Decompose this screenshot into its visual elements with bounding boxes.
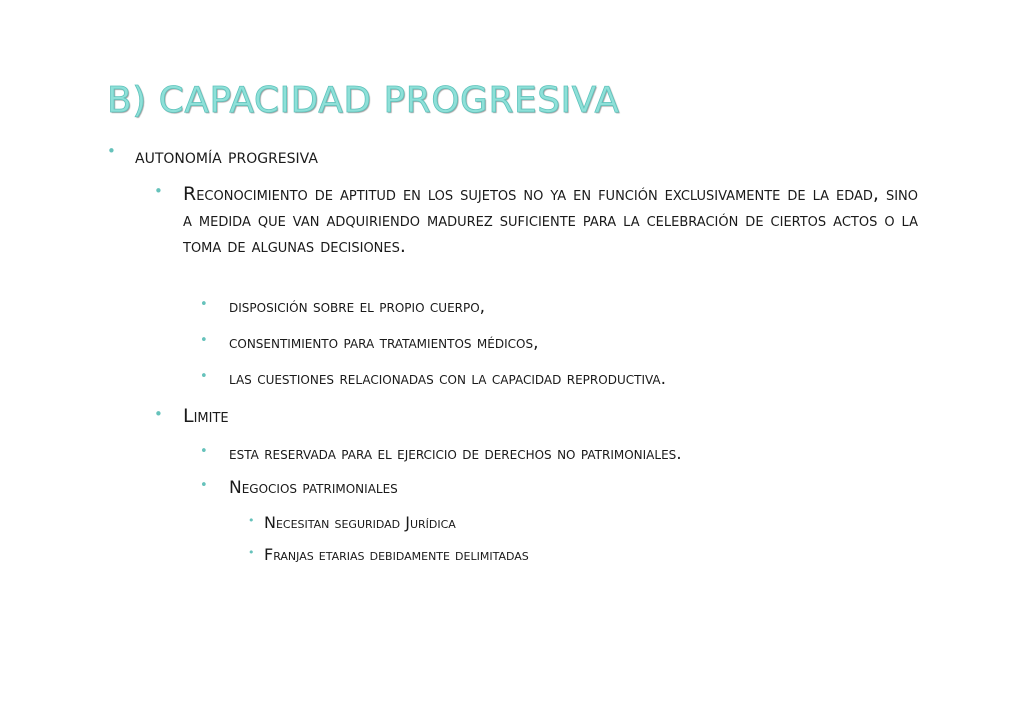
bullet-autonomia-progresiva xyxy=(108,144,318,168)
bullet-dot-icon: • xyxy=(248,546,255,559)
bullet-dot-icon: • xyxy=(200,369,208,384)
bullet-text: Necesitan seguridad Jurídica xyxy=(264,513,456,532)
bullet-limite xyxy=(154,405,229,427)
bullet-dot-icon: • xyxy=(200,297,208,312)
bullet-text: consentimiento para tratamientos médicos, xyxy=(229,333,539,353)
bullet-dot-icon: • xyxy=(200,444,208,459)
bullet-text: las cuestiones relacionadas con la capacidad reproductiva. xyxy=(229,369,667,389)
bullet-reconocimiento-paragraph: Reconocimiento de aptitud en los sujetos no ya en función exclusivamente de la edad, sino a medida que van adquiriendo madurez suficiente para la celebración de ciertos actos o la toma de algunas decisiones. xyxy=(183,183,918,257)
bullet-dot-icon: • xyxy=(154,182,163,200)
bullet-dot-icon: • xyxy=(107,142,116,160)
bullet-text: Negocios patrimoniales xyxy=(229,478,398,498)
bullet-franjas-etarias xyxy=(248,545,529,564)
bullet-disposicion xyxy=(200,297,485,317)
bullet-negocios-patrimoniales xyxy=(200,478,398,498)
bullet-text: esta reservada para el ejercicio de derechos no patrimoniales. xyxy=(229,444,682,464)
bullet-dot-icon: • xyxy=(200,333,208,348)
bullet-dot-icon: • xyxy=(200,478,208,493)
bullet-text: Franjas etarias debidamente delimitadas xyxy=(264,545,529,564)
bullet-seguridad-juridica xyxy=(248,513,456,532)
bullet-text: autonomía progresiva xyxy=(135,144,318,168)
bullet-dot-icon: • xyxy=(248,514,255,527)
bullet-dot-icon: • xyxy=(154,405,163,423)
bullet-reservada xyxy=(200,444,682,464)
bullet-cuestiones xyxy=(200,369,666,389)
bullet-text: Limite xyxy=(183,405,229,427)
bullet-text: disposición sobre el propio cuerpo, xyxy=(229,297,486,317)
bullet-consentimiento xyxy=(200,333,539,353)
slide-title: B) CAPACIDAD PROGRESIVA xyxy=(107,80,620,121)
